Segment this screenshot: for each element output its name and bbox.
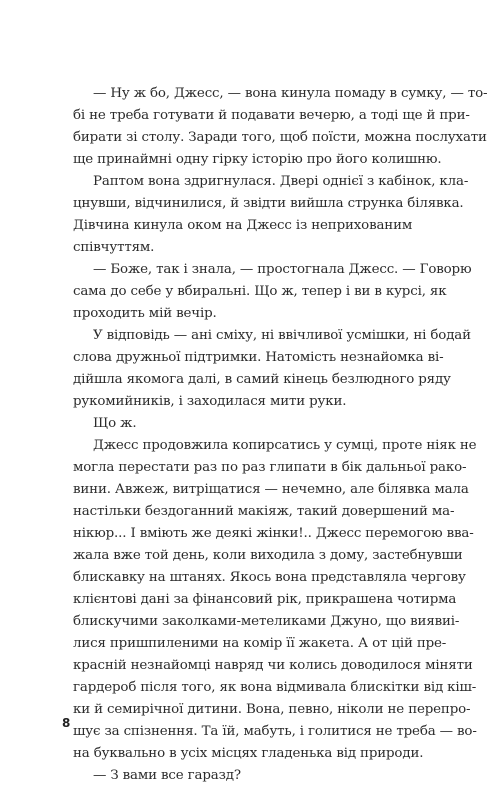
text-line: Що ж. — [93, 416, 137, 431]
text-line: настільки бездоганний макіяж, такий довершений ма- — [73, 504, 455, 519]
text-line: вини. Авжеж, витріщатися — нечемно, але білявка мала — [73, 482, 469, 497]
body-text — [73, 83, 487, 787]
text-line: нікюр... І вміють же деякі жінки!.. Джесс перемогою вва- — [73, 526, 474, 541]
text-line: — Боже, так і знала, — простогнала Джесс. — Говорю — [93, 262, 472, 277]
text-line: ще принаймні одну гірку історію про його колишню. — [73, 152, 442, 167]
text-line: бі не треба готувати й подавати вечерю, а тоді ще й при- — [73, 108, 470, 123]
text-line: лися пришпиленими на комір її жакета. А от цій пре- — [73, 636, 447, 651]
text-line: Раптом вона здригнулася. Двері однієї з кабінок, кла- — [93, 174, 469, 189]
text-line: Джесс продовжила копирсатись у сумці, проте ніяк не — [93, 438, 477, 453]
text-line: співчуттям. — [73, 240, 155, 255]
text-line: ки й семирічної дитини. Вона, певно, ніколи не перепро- — [73, 702, 471, 717]
page-number: 8 — [62, 716, 71, 730]
text-line: бирати зі столу. Заради того, щоб поїсти, можна послухати — [73, 130, 487, 145]
text-line: жала вже той день, коли виходила з дому, застебнувши — [73, 548, 463, 563]
text-line: У відповідь — ані сміху, ні ввічливої усмішки, ні бодай — [93, 328, 471, 343]
text-line: блискучими заколками-метеликами Джуно, що виявиі- — [73, 614, 460, 629]
text-line: блискавку на штанях. Якось вона представляла чергову — [73, 570, 466, 585]
text-line: дійшла якомога далі, в самий кінець безлюдного ряду — [73, 372, 451, 387]
text-line: могла перестати раз по раз глипати в бік дальньої рако- — [73, 460, 467, 475]
text-line: цнувши, відчинилися, й звідти вийшла струнка білявка. — [73, 196, 464, 211]
text-line: — З вами все гаразд? — [93, 768, 241, 783]
text-line: красній незнайомці навряд чи колись доводилося міняти — [73, 658, 473, 673]
text-line: рукомийників, і заходилася мити руки. — [73, 394, 347, 409]
text-line: на буквально в усіх місцях гладенька від природи. — [73, 746, 424, 761]
text-line: Дівчина кинула оком на Джесс із неприхованим — [73, 218, 413, 233]
text-line: клієнтові дані за фінансовий рік, прикрашена чотирма — [73, 592, 457, 607]
text-line: слова дружньої підтримки. Натомість незнайомка ві- — [73, 350, 444, 365]
text-line: — Ну ж бо, Джесс, — вона кинула помаду в сумку, — то- — [93, 86, 487, 101]
text-line: сама до себе у вбиральні. Що ж, тепер і ви в курсі, як — [73, 284, 447, 299]
text-line: шує за спізнення. Та їй, мабуть, і голитися не треба — во- — [73, 724, 477, 739]
text-line: проходить мій вечір. — [73, 306, 217, 321]
text-line: гардероб після того, як вона відмивала блискітки від кіш- — [73, 680, 477, 695]
